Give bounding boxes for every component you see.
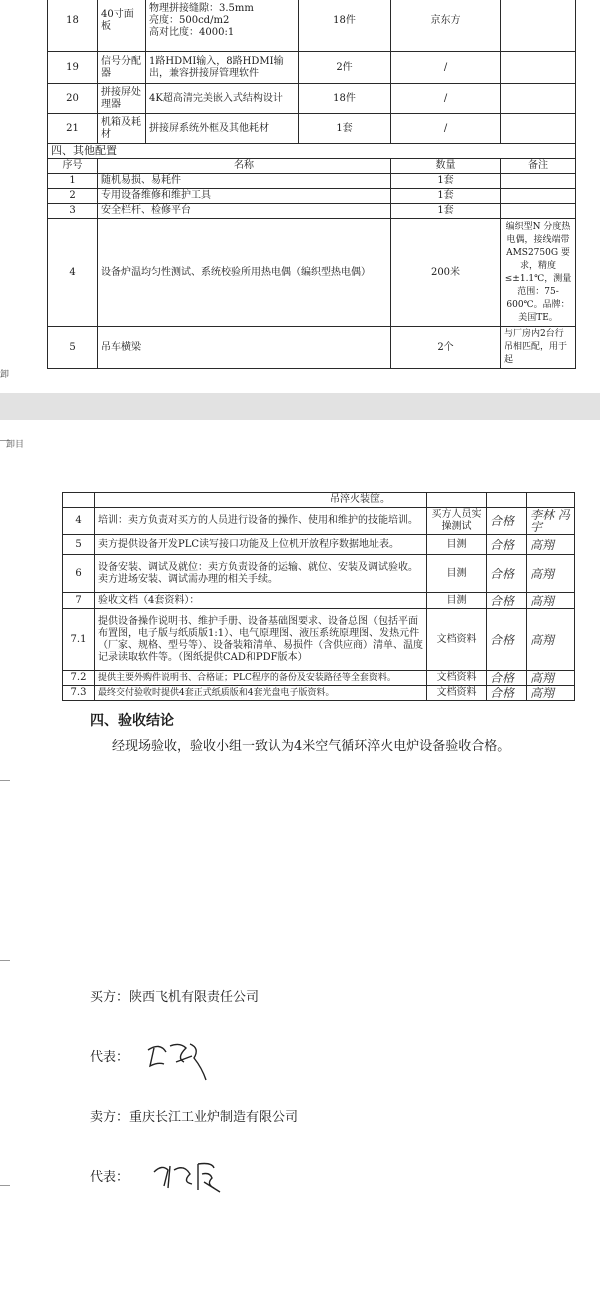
- signature-qualified: 合格: [487, 671, 527, 686]
- row-note: /: [391, 84, 501, 114]
- row-content: 验收文档（4套资料）：: [95, 593, 427, 609]
- row-no: 18: [48, 0, 98, 52]
- table-row: [63, 609, 575, 671]
- spec-line: 高对比度：4000:1: [149, 27, 235, 38]
- row-spec: [146, 0, 299, 52]
- conclusion-body: 经现场验收，验收小组一致认为4米空气循环淬火电炉设备验收合格。: [112, 739, 511, 754]
- row-content: 提供主要外购件说明书、合格证；PLC程序的备份及安装路径等全套资料。: [95, 671, 427, 686]
- table-row: [48, 219, 576, 327]
- row-spec: 1路HDMI输入，8路HDMI输出，兼容拼接屏管理软件: [146, 52, 299, 84]
- document-page-1: [0, 0, 600, 393]
- row-note: [501, 204, 576, 219]
- spec-line: 物理拼接缝隙：3.5mm: [149, 3, 254, 14]
- row-no: 7: [63, 593, 95, 609]
- row-method: 文档资料: [427, 671, 487, 686]
- row-name: 信号分配器: [98, 52, 146, 84]
- row-spec: 4K超高清完美嵌入式结构设计: [146, 84, 299, 114]
- row-content: 卖方提供设备开发PLC读写接口功能及上位机开放程序数据地址表。: [95, 535, 427, 555]
- row-no: 7.1: [63, 609, 95, 671]
- row-no: 7.2: [63, 671, 95, 686]
- signature-qualified: 合格: [487, 535, 527, 555]
- row-spec: 拼接屏系统外框及其他耗材: [146, 114, 299, 144]
- row-method: 目测: [427, 555, 487, 593]
- seller-label: 卖方：重庆长江工业炉制造有限公司: [90, 1110, 299, 1125]
- signature-inspector: 高翔: [527, 671, 575, 686]
- row-note: /: [391, 52, 501, 84]
- row-note: 京东方: [391, 0, 501, 52]
- seller-representative-label: 代表：: [90, 1170, 130, 1185]
- header-name: 名称: [98, 159, 391, 174]
- row-no: 3: [48, 204, 98, 219]
- row-note: 编织型N 分度热电偶，接线端带AMS2750G 要求，精度≤±1.1℃，测量范围：75-600℃。品牌：美国TE。: [501, 219, 576, 327]
- row-method: 目测: [427, 593, 487, 609]
- row-note: /: [391, 114, 501, 144]
- acceptance-table: [62, 492, 575, 701]
- signature-qualified: 合格: [487, 609, 527, 671]
- signature-inspector: 高翔: [527, 609, 575, 671]
- buyer-label: 买方：陕西飞机有限责任公司: [90, 990, 260, 1005]
- row-name: 拼接屏处理器: [98, 84, 146, 114]
- table-row: [48, 84, 576, 114]
- conclusion-title: 四、验收结论: [90, 713, 174, 729]
- table-row: [48, 327, 576, 369]
- row-content: 最终交付验收时提供4套正式纸质版和4套光盘电子版资料。: [95, 686, 427, 701]
- row-no: 7.3: [63, 686, 95, 701]
- table-row: [63, 555, 575, 593]
- table-row: [63, 493, 575, 508]
- row-qty: 1套: [391, 189, 501, 204]
- buyer-signature: [140, 1028, 220, 1088]
- row-name: 吊车横梁: [98, 327, 391, 369]
- table-row: [48, 0, 576, 52]
- row-name: 安全栏杆、检修平台: [98, 204, 391, 219]
- row-no: 6: [63, 555, 95, 593]
- row-note: [501, 189, 576, 204]
- page-label: 卸目: [6, 440, 25, 450]
- row-content: 提供设备操作说明书、维护手册、设备基础图要求、设备总图（包括平面布置图，电子版与纸质版1:1）、电气原理图、液压系统原理图、发热元件（厂家、规格、型号等）、设备装箱清单、易损件（含供应商）清单、温度记录读取软件等。（图纸提供CAD和PDF版本）: [95, 609, 427, 671]
- header-no: 序号: [48, 159, 98, 174]
- signature-qualified: 合格: [487, 555, 527, 593]
- row-qty: 18件: [299, 0, 391, 52]
- row-no: 19: [48, 52, 98, 84]
- row-fragment: 吊淬火装筐。: [95, 493, 427, 508]
- header-qty: 数量: [391, 159, 501, 174]
- row-qty: 18件: [299, 84, 391, 114]
- row-no: 5: [48, 327, 98, 369]
- table-row: [48, 189, 576, 204]
- table-row: [63, 671, 575, 686]
- signature-inspector: 高翔: [527, 535, 575, 555]
- row-method: 买方人员实操测试: [427, 508, 487, 535]
- row-no: 5: [63, 535, 95, 555]
- row-content: 培训：卖方负责对买方的人员进行设备的操作、使用和维护的技能培训。: [95, 508, 427, 535]
- header-note: 备注: [501, 159, 576, 174]
- row-note: 与厂房内2台行吊相匹配，用于起: [501, 327, 576, 369]
- row-name: 40寸面板: [98, 0, 146, 52]
- row-no: 20: [48, 84, 98, 114]
- signature-qualified: 合格: [487, 593, 527, 609]
- row-no: 21: [48, 114, 98, 144]
- section-title: 四、其他配置: [48, 144, 576, 159]
- row-qty: 2个: [391, 327, 501, 369]
- table-row: [63, 593, 575, 609]
- row-no: 2: [48, 189, 98, 204]
- section-row: [48, 144, 576, 159]
- buyer-representative-label: 代表：: [90, 1050, 130, 1065]
- row-qty: 1套: [391, 204, 501, 219]
- row-no: 1: [48, 174, 98, 189]
- row-qty: 200米: [391, 219, 501, 327]
- row-method: 目测: [427, 535, 487, 555]
- table-row: [48, 52, 576, 84]
- row-no: 4: [48, 219, 98, 327]
- margin-mark: 卸: [0, 370, 10, 380]
- table-row: [48, 174, 576, 189]
- row-content: 设备安装、调试及就位：卖方负责设备的运输、就位、安装及调试验收。卖方进场安装、调试需办理的相关手续。: [95, 555, 427, 593]
- table-row: [63, 508, 575, 535]
- table-row: [63, 535, 575, 555]
- table-row: [48, 114, 576, 144]
- row-qty: 1套: [391, 174, 501, 189]
- row-name: 设备炉温均匀性测试、系统校验所用热电偶（编织型热电偶）: [98, 219, 391, 327]
- signature-inspector: 高翔: [527, 555, 575, 593]
- page-gap: [0, 393, 600, 420]
- signature-qualified: 合格: [487, 686, 527, 701]
- row-no: 4: [63, 508, 95, 535]
- table-row: [48, 204, 576, 219]
- scan-mark: [0, 960, 10, 961]
- scan-mark: [0, 1185, 10, 1186]
- signature-inspector: 李林 冯宇: [527, 508, 575, 535]
- header-row: [48, 159, 576, 174]
- signature-inspector: 高翔: [527, 686, 575, 701]
- row-name: 随机易损、易耗件: [98, 174, 391, 189]
- row-note: [501, 174, 576, 189]
- signature-inspector: 高翔: [527, 593, 575, 609]
- signature-qualified: 合格: [487, 508, 527, 535]
- row-name: 专用设备维修和维护工具: [98, 189, 391, 204]
- row-method: 文档资料: [427, 686, 487, 701]
- seller-signature: [148, 1152, 248, 1202]
- equipment-table-top: [47, 0, 576, 369]
- scan-mark: [0, 780, 10, 781]
- row-qty: 2件: [299, 52, 391, 84]
- row-qty: 1套: [299, 114, 391, 144]
- table-row: [63, 686, 575, 701]
- spec-line: 亮度：500cd/m2: [149, 15, 230, 26]
- row-method: 文档资料: [427, 609, 487, 671]
- row-name: 机箱及耗材: [98, 114, 146, 144]
